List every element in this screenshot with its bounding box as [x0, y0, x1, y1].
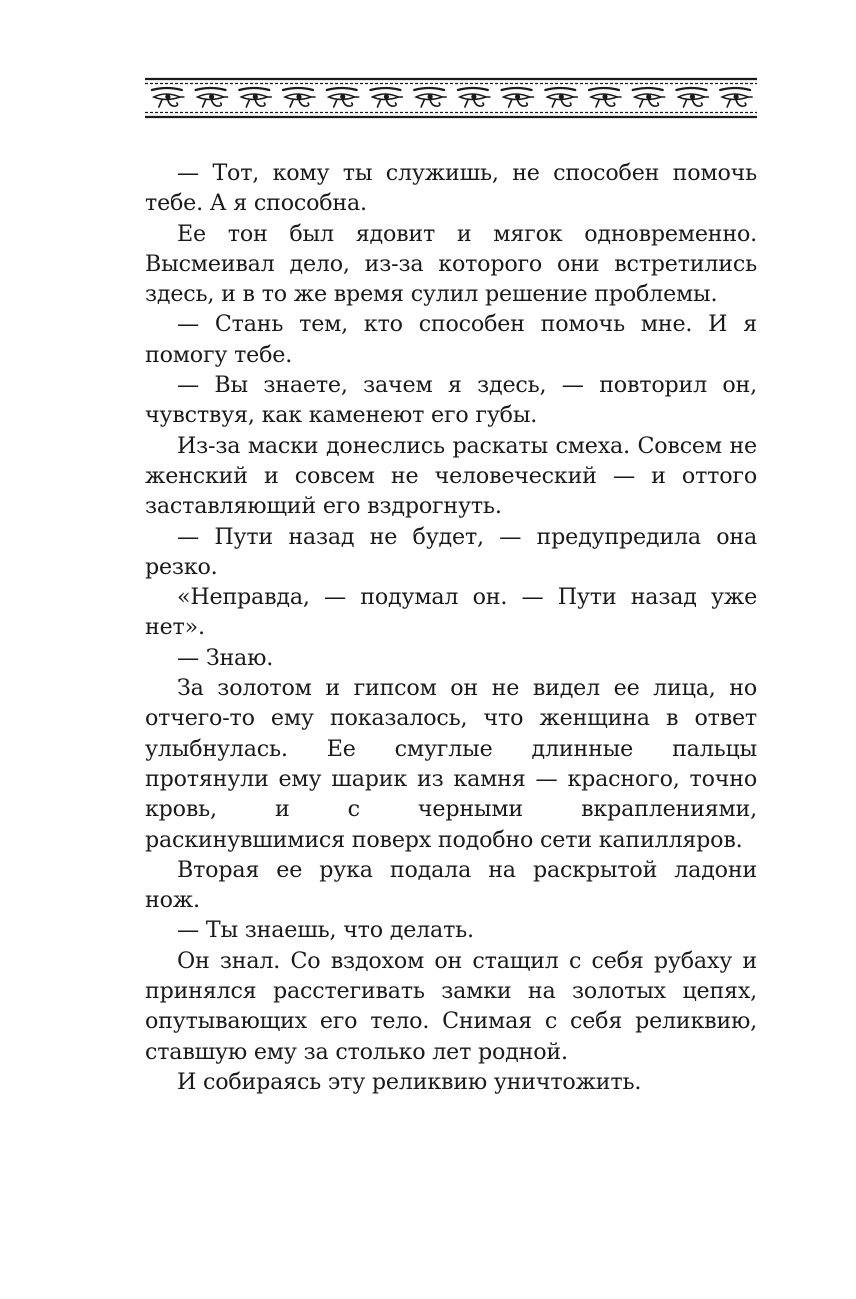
paragraph: Из-за маски донеслись раскаты смеха. Совсем не женский и совсем не человеческий — и оттого заставляющий его вздрогнуть. — [145, 432, 757, 520]
paragraph: И собираясь эту реликвию уничтожить. — [177, 1068, 642, 1095]
eye-of-horus-icon — [370, 88, 402, 107]
eye-of-horus-icon — [414, 88, 446, 107]
eye-of-horus-icon — [545, 88, 577, 107]
paragraph: — Пути назад не будет, — предупредила она резко. — [145, 523, 757, 580]
eye-of-horus-icon — [720, 88, 752, 107]
paragraph: — Стань тем, кто способен помочь мне. И я помогу тебе. — [145, 311, 757, 368]
paragraph: — Вы знаете, зачем я здесь, — повторил он, чувствуя, как каменеют его губы. — [145, 372, 757, 429]
eye-of-horus-icon — [196, 88, 228, 107]
eye-of-horus-icon — [458, 88, 490, 107]
page-text — [145, 158, 757, 1097]
paragraph: Он знал. Со вздохом он стащил с себя рубаху и принялся расстегивать замки на золотых цепях, опутывающих его тело. Снимая с себя реликвию, ставшую ему за столько лет родной. — [145, 947, 757, 1065]
eye-of-horus-icon — [589, 88, 621, 107]
paragraph: «Неправда, — подумал он. — Пути назад уже нет». — [145, 584, 757, 641]
paragraph: — Знаю. — [177, 644, 274, 671]
eye-of-horus-icon — [502, 88, 534, 107]
eye-of-horus-icon — [676, 88, 708, 107]
border-bottom-lines — [145, 113, 757, 118]
paragraph: За золотом и гипсом он не видел ее лица, но отчего-то ему показалось, что женщина в ответ улыбнулась. Ее смуглые длинные пальцы протянули ему шарик из камня — красного, точно кровь, и с черными вкраплениями, раскинувшимися поверх подобно сети капилляров. — [145, 675, 757, 853]
eye-of-horus-icon — [152, 88, 184, 107]
paragraph: Вторая ее рука подала на раскрытой ладони нож. — [145, 856, 757, 914]
border-top-lines — [145, 79, 757, 84]
eye-of-horus-icon — [239, 88, 271, 107]
eye-of-horus-icon — [327, 88, 359, 107]
eye-row — [152, 88, 752, 107]
paragraph: — Ты знаешь, что делать. — [177, 917, 474, 944]
eye-of-horus-icon — [283, 88, 315, 107]
eye-of-horus-border — [145, 76, 757, 120]
paragraph: — Тот, кому ты служишь, не способен помочь тебе. А я способна. — [145, 160, 757, 217]
eye-of-horus-icon — [633, 88, 665, 107]
paragraph: Ее тон был ядовит и мягок одновременно. Высмеивал дело, из-за которого они встретились здесь, и в то же время сулил решение проблемы. — [145, 220, 757, 308]
